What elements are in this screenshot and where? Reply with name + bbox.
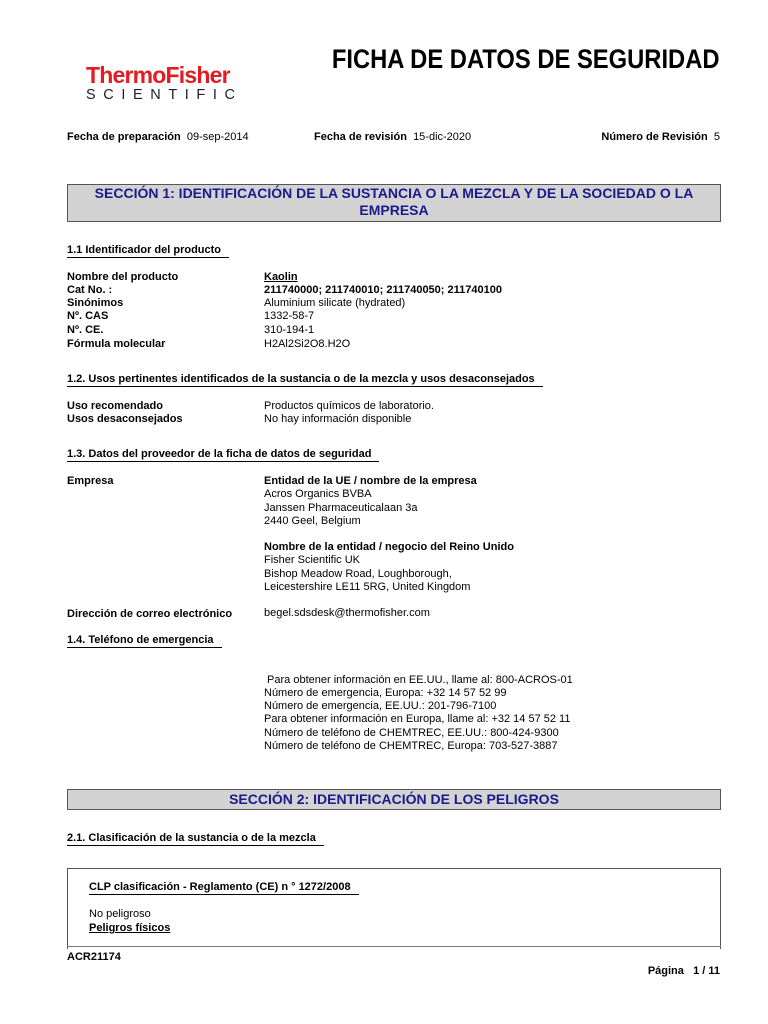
revision-date-value: 15-dic-2020 — [413, 131, 472, 143]
thermo-fisher-logo — [86, 63, 256, 103]
emergency-line: Para obtener información en Europa, llame al: +32 14 57 52 11 — [264, 713, 571, 726]
chemtrec-line: Número de teléfono de CHEMTREC, Europa: 703-527-3887 — [264, 740, 558, 753]
revision-date — [314, 131, 471, 143]
page-number: 1 / 11 — [693, 965, 720, 977]
section-2-header: SECCIÓN 2: IDENTIFICACIÓN DE LOS PELIGROS — [67, 789, 721, 810]
revision-number-label: Número de Revisión — [601, 131, 708, 143]
uk-entity-line: Bishop Meadow Road, Loughborough, — [264, 567, 452, 580]
page-title: FICHA DE DATOS DE SEGURIDAD — [332, 44, 720, 74]
subsection-1-2-title: 1.2. Usos pertinentes identificados de la sustancia o de la mezcla y usos desaconsejados — [67, 373, 543, 387]
footer-divider — [67, 946, 721, 947]
revision-number — [601, 131, 720, 143]
chemtrec-block — [264, 727, 559, 754]
clp-heading: CLP clasificación - Reglamento (CE) n ° 1272/2008 — [89, 881, 359, 895]
revision-date-label: Fecha de revisión — [314, 131, 407, 143]
page-indicator — [648, 965, 720, 977]
eu-entity-heading: Entidad de la UE / nombre de la empresa — [264, 475, 477, 487]
preparation-date-value: 09-sep-2014 — [186, 131, 249, 143]
subsection-1-1-title: 1.1 Identificador del producto — [67, 244, 229, 258]
eu-entity-block — [264, 475, 477, 528]
uk-entity-block — [264, 541, 514, 594]
logo-subtitle: SCIENTIFIC — [86, 87, 243, 103]
formula-label: Fórmula molecular — [67, 338, 166, 350]
cas-label: Nº. CAS — [67, 310, 109, 322]
uk-entity-line: Leicestershire LE11 5RG, United Kingdom — [264, 580, 471, 593]
uses-advised-against-value: No hay información disponible — [264, 413, 412, 425]
formula-value: H2Al2Si2O8.H2O — [264, 338, 351, 350]
cas-value: 1332-58-7 — [264, 310, 315, 322]
uk-entity-heading: Nombre de la entidad / negocio del Reino Unido — [264, 541, 514, 553]
emergency-line: Para obtener información en EE.UU., llame al: 800-ACROS-01 — [264, 673, 573, 686]
physical-hazards-heading: Peligros físicos — [89, 922, 171, 934]
emergency-line: Número de emergencia, Europa: +32 14 57 52 99 — [264, 687, 507, 699]
section-1-header: SECCIÓN 1: IDENTIFICACIÓN DE LA SUSTANCIA O LA MEZCLA Y DE LA SOCIEDAD O LA EMPRESA — [67, 184, 721, 222]
synonyms-value: Aluminium silicate (hydrated) — [264, 297, 406, 309]
subsection-2-1-title: 2.1. Clasificación de la sustancia o de la mezcla — [67, 832, 324, 846]
preparation-date-label: Fecha de preparación — [67, 131, 181, 143]
eu-entity-line: 2440 Geel, Belgium — [264, 514, 361, 527]
preparation-date — [67, 131, 249, 143]
uk-entity-line: Fisher Scientific UK — [264, 554, 360, 567]
ce-label: Nº. CE. — [67, 324, 104, 336]
uses-advised-against-label: Usos desaconsejados — [67, 413, 183, 425]
synonyms-label: Sinónimos — [67, 297, 124, 309]
subsection-1-3-title: 1.3. Datos del proveedor de la ficha de datos de seguridad — [67, 448, 379, 462]
revision-number-value: 5 — [713, 131, 720, 143]
emergency-line: Número de emergencia, EE.UU.: 201-796-7100 — [264, 700, 497, 713]
document-code: ACR21174 — [67, 951, 121, 963]
eu-entity-line: Janssen Pharmaceuticalaan 3a — [264, 501, 418, 514]
clp-text: No peligroso — [89, 908, 151, 920]
emergency-numbers-block — [264, 687, 506, 714]
cat-no-label: Cat No. : — [67, 284, 113, 296]
product-name-label: Nombre del producto — [67, 271, 179, 283]
eu-entity-line: Acros Organics BVBA — [264, 488, 372, 501]
chemtrec-line: Número de teléfono de CHEMTREC, EE.UU.: 800-424-9300 — [264, 727, 559, 739]
company-label: Empresa — [67, 475, 114, 487]
product-name-value: Kaolin — [264, 271, 298, 283]
ce-value: 310-194-1 — [264, 324, 315, 336]
page-label: Página — [647, 965, 684, 977]
recommended-use-label: Uso recomendado — [67, 400, 163, 412]
email-value: begel.sdsdesk@thermofisher.com — [264, 607, 430, 619]
email-label: Dirección de correo electrónico — [67, 608, 233, 620]
subsection-1-4-title: 1.4. Teléfono de emergencia — [67, 634, 222, 648]
recommended-use-value: Productos químicos de laboratorio. — [264, 400, 434, 412]
cat-no-value: 211740000; 211740010; 211740050; 211740100 — [264, 284, 502, 296]
logo-wordmark: ThermoFisher — [86, 62, 230, 88]
